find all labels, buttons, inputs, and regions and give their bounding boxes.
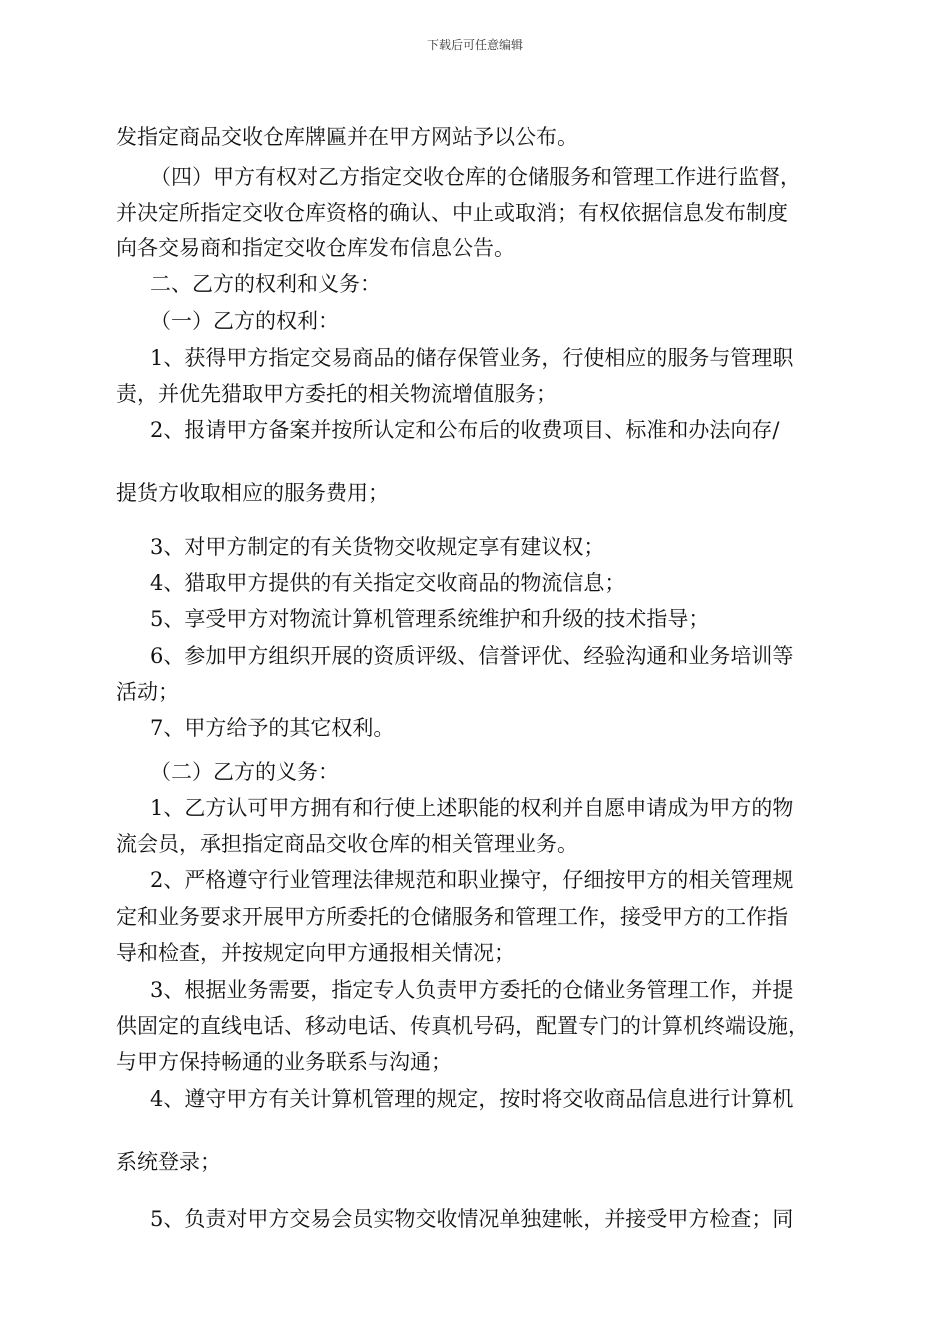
- paragraph-line: 系统登录；: [116, 1150, 221, 1174]
- paragraph-line: 2、报请甲方备案并按所认定和公布后的收费项目、标准和办法向存/: [150, 418, 780, 442]
- paragraph-line: 定和业务要求开展甲方所委托的仓储服务和管理工作，接受甲方的工作指: [116, 905, 788, 929]
- paragraph-line: 2、严格遵守行业管理法律规范和职业操守，仔细按甲方的相关管理规: [150, 868, 794, 892]
- subsection-heading: （一）乙方的权利：: [150, 309, 339, 333]
- paragraph-line: 7、甲方给予的其它权利。: [150, 716, 395, 740]
- paragraph-line: 责，并优先猎取甲方委托的相关物流增值服务；: [116, 382, 557, 406]
- paragraph-line: 活动；: [116, 680, 179, 704]
- paragraph-line: 1、获得甲方指定交易商品的储存保管业务，行使相应的服务与管理职: [150, 346, 794, 370]
- paragraph-line: 发指定商品交收仓库牌匾并在甲方网站予以公布。: [116, 125, 578, 149]
- paragraph-line: 3、对甲方制定的有关货物交收规定享有建议权；: [150, 535, 605, 559]
- paragraph-line: 提货方收取相应的服务费用；: [116, 481, 389, 505]
- paragraph-line: 5、享受甲方对物流计算机管理系统维护和升级的技术指导；: [150, 607, 710, 631]
- paragraph-line: 4、遵守甲方有关计算机管理的规定，按时将交收商品信息进行计算机: [150, 1087, 794, 1111]
- paragraph-line: 供固定的直线电话、移动电话、传真机号码，配置专门的计算机终端设施，: [116, 1014, 809, 1038]
- paragraph-line: 4、猎取甲方提供的有关指定交收商品的物流信息；: [150, 571, 626, 595]
- subsection-heading: （二）乙方的义务：: [150, 760, 339, 784]
- paragraph-line: 与甲方保持畅通的业务联系与沟通；: [116, 1050, 452, 1074]
- page-header: 下载后可任意编辑: [426, 38, 523, 52]
- paragraph-line: 流会员，承担指定商品交收仓库的相关管理业务。: [116, 832, 578, 856]
- paragraph-line: 6、参加甲方组织开展的资质评级、信誉评优、经验沟通和业务培训等: [150, 644, 794, 668]
- paragraph-line: 导和检查，并按规定向甲方通报相关情况；: [116, 941, 515, 965]
- paragraph-line: （四）甲方有权对乙方指定交收仓库的仓储服务和管理工作进行监督，: [150, 165, 801, 189]
- section-heading: 二、乙方的权利和义务：: [150, 272, 381, 296]
- paragraph-line: 5、负责对甲方交易会员实物交收情况单独建帐，并接受甲方检查；同: [150, 1207, 794, 1231]
- paragraph-line: 并决定所指定交收仓库资格的确认、中止或取消；有权依据信息发布制度: [116, 201, 788, 225]
- paragraph-line: 向各交易商和指定交收仓库发布信息公告。: [116, 236, 515, 260]
- paragraph-line: 1、乙方认可甲方拥有和行使上述职能的权利并自愿申请成为甲方的物: [150, 796, 794, 820]
- paragraph-line: 3、根据业务需要，指定专人负责甲方委托的仓储业务管理工作，并提: [150, 978, 794, 1002]
